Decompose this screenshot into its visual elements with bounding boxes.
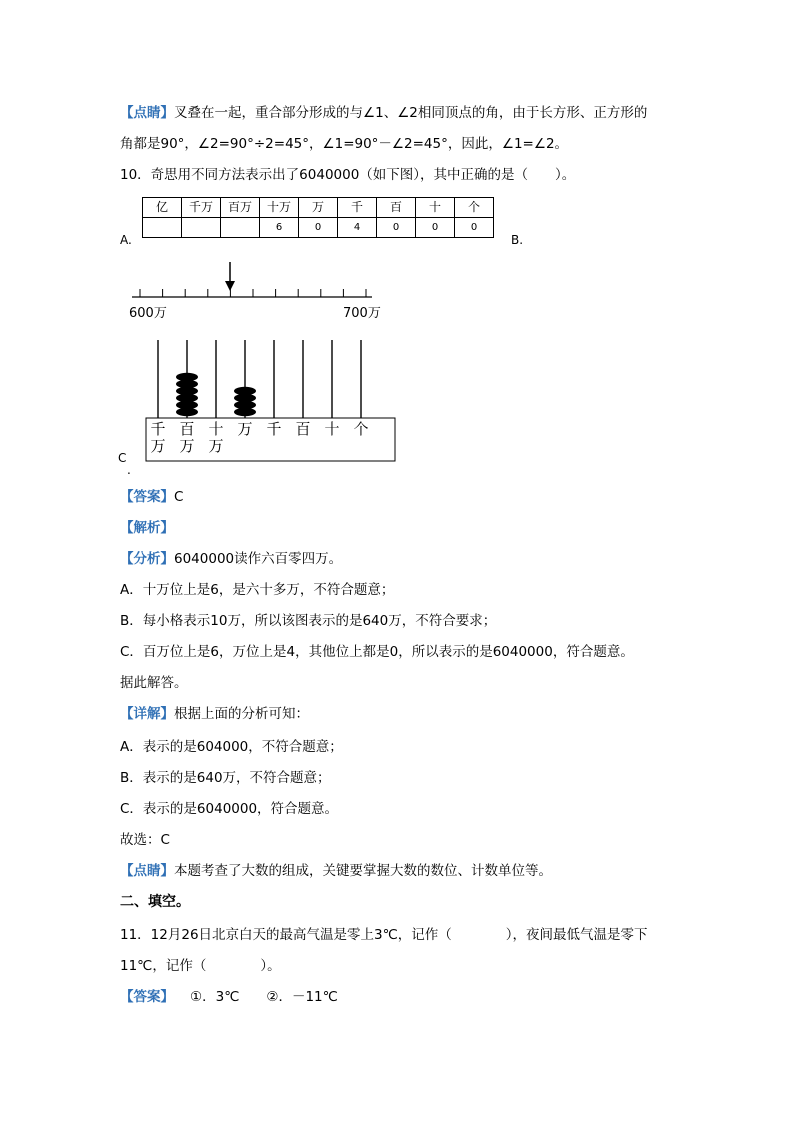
abacus-label-top: 百 [179,420,195,438]
choose-line: 故选：C [120,832,170,848]
option-c-dot: . [127,463,131,477]
pv-header: 十 [416,198,455,218]
pv-digit: 0 [377,218,416,238]
pv-digit: 0 [416,218,455,238]
pv-digit: 0 [455,218,494,238]
analysis-b: B．每小格表示10万，所以该图表示的是640万，不符合要求； [120,613,497,629]
option-c-label: C [118,451,127,465]
answer-tag: 【答案】 [120,489,174,505]
fenxi-line [120,549,342,569]
abacus-label-top: 千 [266,420,282,438]
dianjing-tag: 【点睛】 [120,105,174,121]
detail-b: B．表示的是640万，不符合题意； [120,770,331,786]
abacus-label-top: 十 [208,420,224,438]
jiexi-tag: 【解析】 [120,520,174,536]
fenxi-tag: 【分析】 [120,551,174,567]
pv-header: 个 [455,198,494,218]
dianjing-text-1: 叉叠在一起，重合部分形成的与∠1、∠2相同顶点的角，由于长方形、正方形的 [174,105,648,121]
abacus-label-bottom: 万 [150,437,166,455]
pv-header: 千万 [182,198,221,218]
dianjing-2-line [120,861,552,881]
abacus-label-bottom: 万 [179,437,195,455]
question-11-line-1: 11．12月26日北京白天的最高气温是零上3℃，记作（ ），夜间最低气温是零下 [120,927,648,943]
abacus-bead [234,387,256,395]
abacus [0,0,794,470]
option-a-label: A. [120,233,132,247]
analysis-c: C．百万位上是6，万位上是4，其他位上都是0，所以表示的是6040000，符合题意。 [120,644,634,660]
question-11-line-2: 11℃，记作（ ）。 [120,958,281,974]
dianjing-2-tag: 【点睛】 [120,863,174,879]
answer-value: C [174,489,184,505]
number-line-start-label: 600万 [129,306,167,321]
detail-a: A．表示的是604000，不符合题意； [120,739,343,755]
section-2-title: 二、填空。 [120,894,190,910]
dianjing-line-2: 角都是90°，∠2=90°÷2=45°，∠1=90°－∠2=45°，因此，∠1=∠2。 [120,136,569,152]
pv-digit: 4 [338,218,377,238]
abacus-label-top: 十 [324,420,340,438]
question-11-answer [120,987,338,1007]
pv-digit: 0 [299,218,338,238]
option-b-label: B. [511,233,524,247]
detail-c: C．表示的是6040000，符合题意。 [120,801,339,817]
fenxi-text: 6040000读作六百零四万。 [174,551,343,567]
question-10-text: 10．奇思用不同方法表示出了6040000（如下图），其中正确的是（ ）。 [120,167,576,183]
dianjing-2-text: 本题考查了大数的组成，关键要掌握大数的数位、计数单位等。 [174,863,552,879]
question-11-answer-tag: 【答案】 [120,989,174,1005]
abacus-label-top: 个 [353,420,369,438]
pv-header: 千 [338,198,377,218]
xiangjie-text: 根据上面的分析可知： [174,706,309,722]
analysis-conclude: 据此解答。 [120,675,188,691]
pv-header: 十万 [260,198,299,218]
analysis-a: A．十万位上是6，是六十多万，不符合题意； [120,582,395,598]
pv-digit: 6 [260,218,299,238]
xiangjie-line [120,704,309,724]
abacus-label-bottom: 万 [208,437,224,455]
xiangjie-tag: 【详解】 [120,706,174,722]
answer-line [120,487,183,507]
abacus-label-top: 百 [295,420,311,438]
question-11-answer-value: ①．3℃ ②．－11℃ [190,989,338,1005]
number-line-end-label: 700万 [343,306,381,321]
abacus-label-top: 千 [150,420,166,438]
pv-header: 百万 [221,198,260,218]
pv-header: 百 [377,198,416,218]
abacus-label-top: 万 [237,420,253,438]
abacus-bead [176,373,198,381]
pv-header: 万 [299,198,338,218]
pv-header: 亿 [143,198,182,218]
